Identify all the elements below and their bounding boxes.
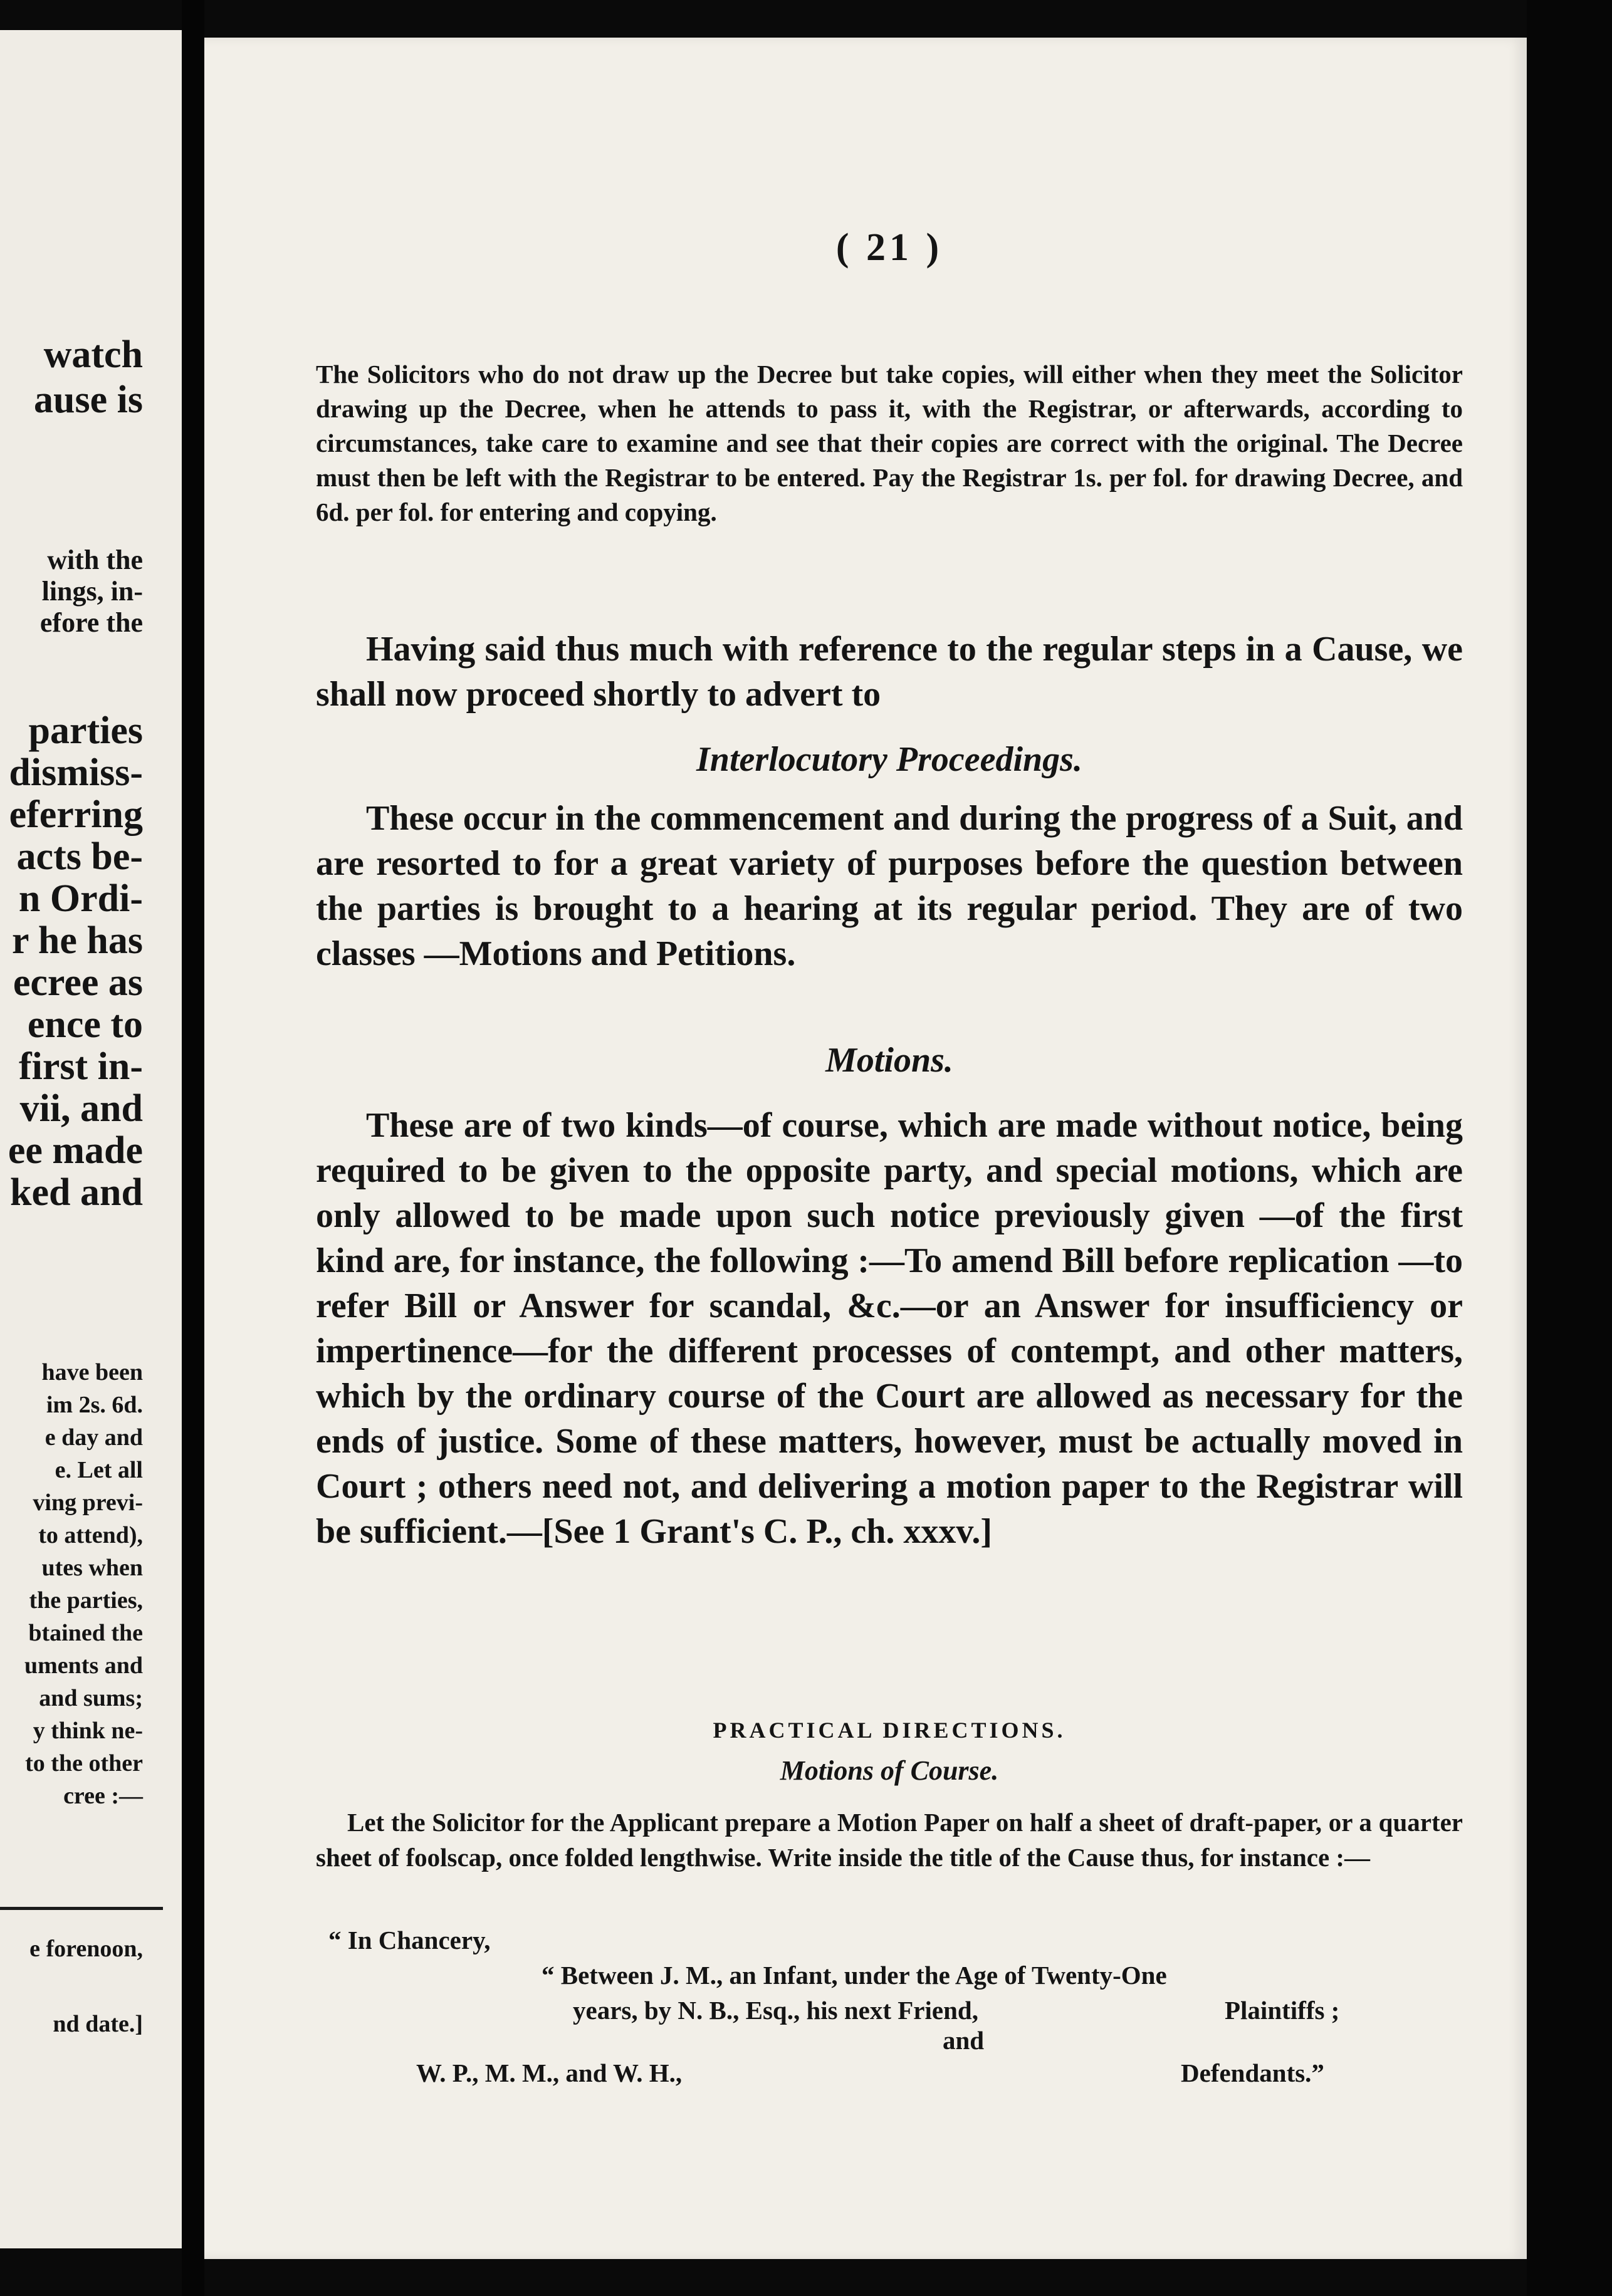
left-page-line: e. Let all (55, 1457, 143, 1483)
left-page-line: efore the (39, 607, 143, 638)
left-page-line: with the (47, 545, 143, 575)
left-page-line: acts be- (16, 835, 143, 878)
left-page-line: r he has (11, 919, 143, 962)
motions-heading: Motions. (825, 1041, 953, 1080)
left-page-line: btained the (28, 1620, 143, 1646)
left-page-line: ause is (34, 378, 143, 421)
directions-paragraph: Let the Solicitor for the Applicant prepare a Motion Paper on half a sheet of draft-paper, or a quarter sheet of foolscap, once folded lengthwise. Write inside the title of the Cause thus, for instance :— (316, 1808, 1463, 1872)
cause-defendants: Defendants.” (1181, 2059, 1324, 2087)
cause-in-chancery: “ In Chancery, (328, 1926, 491, 1954)
left-page-line: to attend), (38, 1522, 143, 1548)
left-page-line: im 2s. 6d. (46, 1392, 143, 1418)
left-page-line: uments and (24, 1652, 143, 1679)
left-page-line: first in- (18, 1045, 143, 1088)
page-number: ( 21 ) (835, 226, 943, 269)
left-page-line: to the other (25, 1750, 143, 1777)
motions-of-course-heading: Motions of Course. (780, 1755, 999, 1786)
left-page-line: utes when (41, 1555, 143, 1581)
left-page-line: have been (41, 1359, 143, 1385)
left-page-line: nd date.] (53, 2011, 143, 2037)
left-page-line: ence to (27, 1003, 143, 1046)
decree-copies-paragraph: The Solicitors who do not draw up the Decree but take copies, will either when they meet the Solicitor drawing up the Decree, when he attends to pass it, with the Registrar, or afterwards, according to circumstances, take care to examine and see that their copies are correct with the original. The Decree must then be left with the Registrar to be entered. Pay the Registrar 1s. per fol. for drawing Decree, and 6d. per fol. for entering and copying. (316, 360, 1463, 526)
cause-plaintiffs: Plaintiffs ; (1225, 1996, 1340, 2025)
motions-paragraph: These are of two kinds—of course, which are made without notice, being required to be given to the opposite party, and special motions, which are only allowed to be made upon such notice previously given —of the first kind are, for instance, the following :—To amend Bill before replication —to refer Bill or Answer for scandal, &c.—or an Answer for insufficiency or impertinence—for the different processes of contempt, and other matters, which by the ordinary course of the Court are allowed as necessary for the ends of justice. Some of these matters, however, must be actually moved in Court ; others need not, and delivering a motion paper to the Registrar will be sufficient.—[See 1 Grant's C. P., ch. xxxv.] (316, 1106, 1463, 1551)
page (204, 38, 1527, 2259)
right-scan-border (1527, 0, 1612, 2296)
left-page-line: n Ordi- (18, 877, 143, 920)
cause-defendants-names: W. P., M. M., and W. H., (416, 2059, 683, 2087)
left-page-line: parties (28, 709, 143, 752)
left-page-line: eferring (9, 793, 143, 836)
left-page-line: and sums; (39, 1685, 143, 1711)
book-gutter (182, 0, 204, 2296)
left-page-line: ecree as (13, 961, 143, 1004)
left-page-line: ee made (8, 1129, 143, 1172)
left-page-line: e day and (44, 1424, 143, 1451)
left-page-line: dismiss- (9, 751, 143, 794)
left-page-line: vii, and (19, 1087, 143, 1130)
left-page-line: watch (43, 333, 143, 376)
left-page-line: cree :— (63, 1783, 143, 1809)
left-page-line: ving previ- (33, 1490, 143, 1516)
cause-and: and (943, 2026, 985, 2055)
left-page-line: the parties, (29, 1587, 143, 1614)
left-page-line: ked and (10, 1171, 143, 1214)
left-page-line: lings, in- (41, 576, 143, 607)
practical-directions-heading: PRACTICAL DIRECTIONS. (713, 1718, 1066, 1743)
left-page-line: e forenoon, (29, 1936, 143, 1962)
interlocutory-heading: Interlocutory Proceedings. (696, 740, 1082, 779)
previous-page-fragment (0, 30, 182, 2248)
cause-years-line: years, by N. B., Esq., his next Friend, (573, 1996, 978, 2025)
regular-steps-paragraph: Having said thus much with reference to the regular steps in a Cause, we shall now proceed shortly to advert to (316, 630, 1463, 714)
cause-between-line: “ Between J. M., an Infant, under the Age of Twenty-One (542, 1961, 1167, 1990)
interlocutory-paragraph: These occur in the commencement and during the progress of a Suit, and are resorted to for a great variety of purposes before the question between the parties is brought to a hearing at its regular period. They are of two classes —Motions and Petitions. (316, 799, 1463, 973)
footnote-rule (0, 1907, 163, 1910)
left-page-line: y think ne- (33, 1718, 143, 1744)
